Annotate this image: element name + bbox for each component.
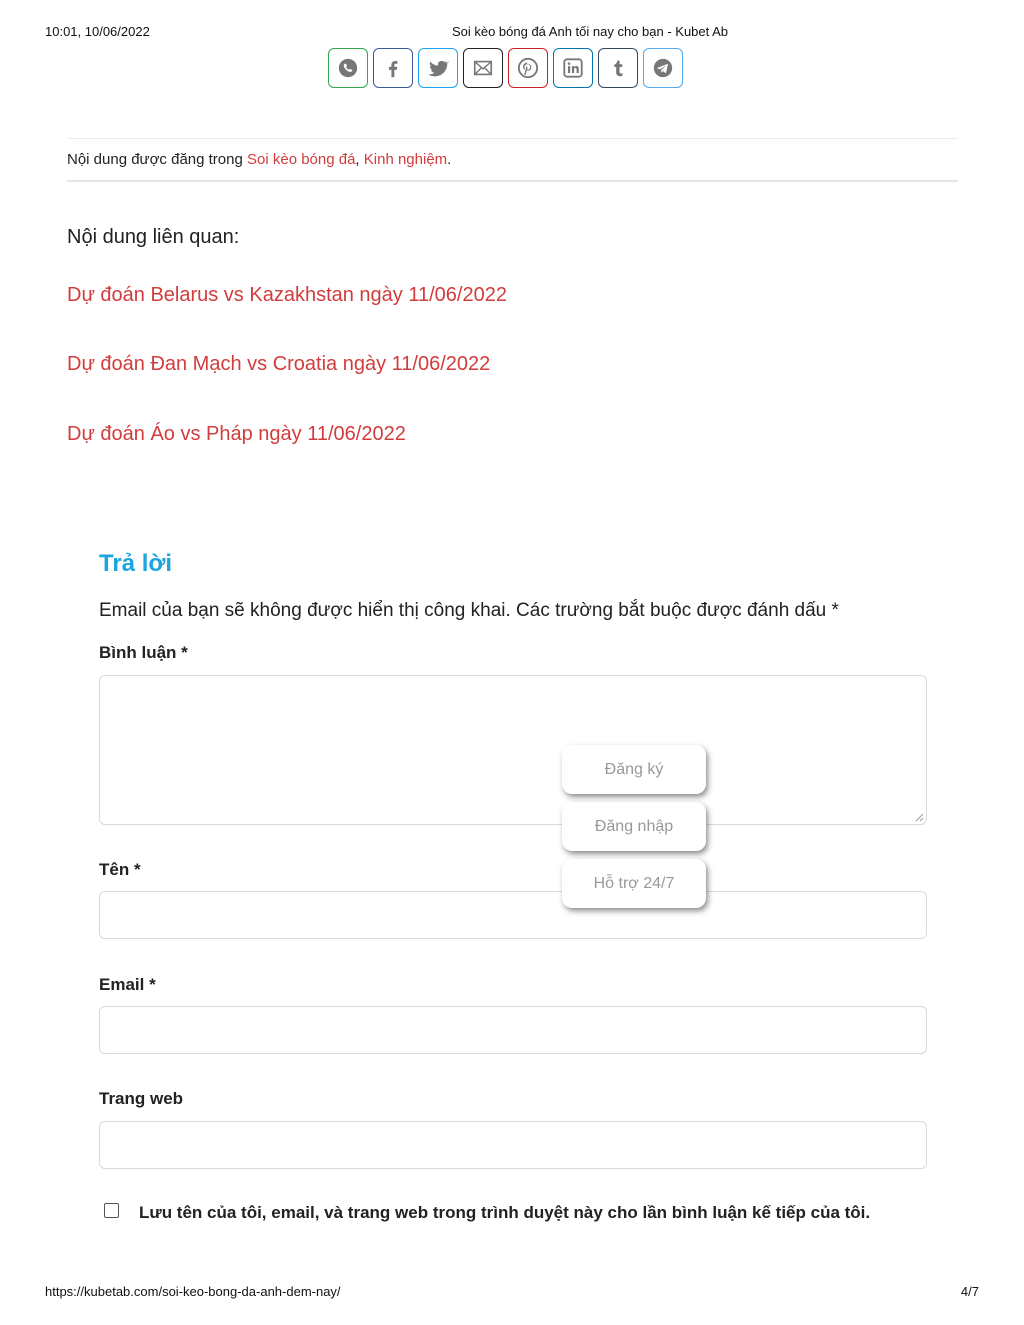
share-linkedin-button[interactable]: [553, 48, 593, 88]
category-link-soi-keo[interactable]: Soi kèo bóng đá: [247, 151, 356, 168]
share-telegram-button[interactable]: [643, 48, 683, 88]
save-info-checkbox[interactable]: [104, 1203, 119, 1218]
share-twitter-button[interactable]: [418, 48, 458, 88]
reply-title: Trả lời: [99, 550, 173, 577]
email-label: Email *: [99, 975, 156, 994]
related-link-dan-mach-croatia[interactable]: Dự đoán Đan Mạch vs Croatia ngày 11/06/2022: [67, 353, 491, 375]
twitter-icon: [427, 57, 449, 79]
pinterest-icon: [517, 57, 539, 79]
print-url: https://kubetab.com/soi-keo-bong-da-anh-dem-nay/: [45, 1284, 341, 1299]
category-link-kinh-nghiem[interactable]: Kinh nghiệm: [363, 151, 448, 168]
print-page-number: 4/7: [960, 1284, 979, 1299]
share-pinterest-button[interactable]: [508, 48, 548, 88]
register-button[interactable]: Đăng ký: [562, 745, 706, 794]
share-facebook-button[interactable]: [373, 48, 413, 88]
support-button[interactable]: Hỗ trợ 24/7: [562, 859, 706, 908]
print-datetime: 10:01, 10/06/2022: [45, 24, 150, 39]
category-suffix: .: [447, 151, 452, 168]
related-content-title: Nội dung liên quan:: [67, 226, 240, 248]
save-info-row: [104, 1203, 870, 1223]
whatsapp-icon: [337, 57, 359, 79]
share-buttons: [328, 48, 683, 88]
comment-textarea[interactable]: [99, 675, 927, 825]
email-input[interactable]: [99, 1006, 927, 1054]
telegram-icon: [652, 57, 674, 79]
required-fields-notice: Email của bạn sẽ không được hiển thị công khai. Các trường bắt buộc được đánh dấu *: [99, 600, 839, 621]
share-whatsapp-button[interactable]: [328, 48, 368, 88]
facebook-icon: [382, 57, 404, 79]
email-icon: [472, 57, 494, 79]
resize-grip-icon[interactable]: [914, 812, 924, 822]
related-link-ao-phap[interactable]: Dự đoán Áo vs Pháp ngày 11/06/2022: [67, 423, 406, 445]
category-prefix: Nội dung được đăng trong: [67, 151, 247, 168]
related-link-belarus-kazakhstan[interactable]: Dự đoán Belarus vs Kazakhstan ngày 11/06/2022: [67, 284, 507, 306]
share-email-button[interactable]: [463, 48, 503, 88]
comment-label: Bình luận *: [99, 643, 188, 662]
tumblr-icon: [607, 57, 629, 79]
linkedin-icon: [562, 57, 584, 79]
print-page-title: Soi kèo bóng đá Anh tối nay cho bạn - Kubet Ab: [451, 24, 729, 39]
save-info-label: Lưu tên của tôi, email, và trang web trong trình duyệt này cho lần bình luận kế tiếp của tôi.: [139, 1203, 871, 1222]
category-line: [67, 138, 958, 182]
website-input[interactable]: [99, 1121, 927, 1169]
name-label: Tên *: [99, 860, 141, 879]
share-tumblr-button[interactable]: [598, 48, 638, 88]
website-label: Trang web: [99, 1089, 184, 1108]
name-input[interactable]: [99, 891, 927, 939]
category-separator: ,: [355, 151, 364, 168]
login-button[interactable]: Đăng nhập: [562, 802, 706, 851]
